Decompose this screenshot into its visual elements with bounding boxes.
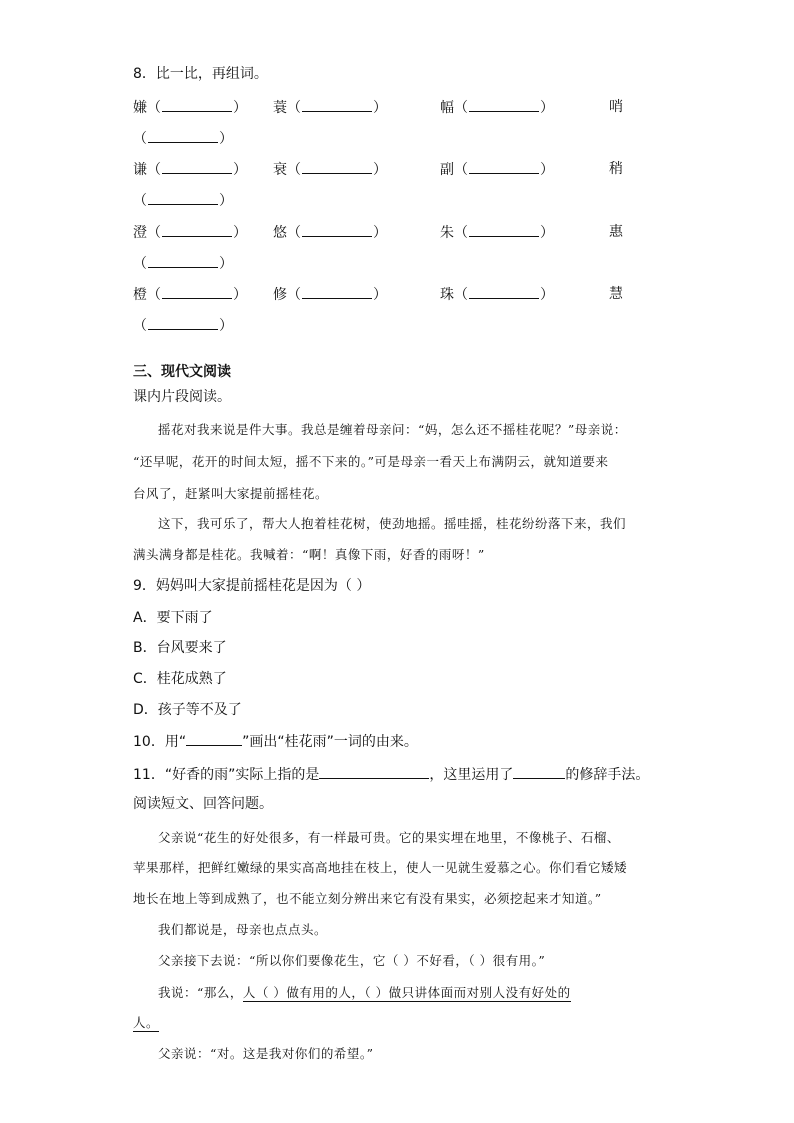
paren-close: ）: [373, 100, 387, 116]
word-char: 副: [440, 162, 454, 178]
word-char: 悠: [273, 225, 287, 241]
q8-title: 8．比一比，再组词。: [133, 66, 268, 82]
word-answer-blank[interactable]: [148, 190, 218, 205]
q10-answer-blank[interactable]: [186, 731, 242, 746]
word-char: 珠: [440, 287, 454, 303]
passage2-p4-prefix: 我说：“那么，: [158, 985, 243, 1000]
q10: [133, 731, 418, 752]
paren-close: ）: [540, 287, 554, 303]
word-item: [133, 97, 247, 118]
word-answer-blank[interactable]: [302, 159, 372, 174]
paren-close: ）: [373, 287, 387, 303]
q11-blank-1[interactable]: [319, 764, 429, 779]
word-item: [133, 159, 247, 180]
word-char: 衰: [273, 162, 287, 178]
paren-close: ）: [219, 193, 233, 209]
paren-close: ）: [233, 100, 247, 116]
q11: [133, 764, 649, 785]
word-char: 哨: [609, 99, 623, 115]
passage1-line: 台风了，赶紧叫大家提前摇桂花。: [133, 486, 329, 501]
paren-close: ）: [219, 256, 233, 272]
word-item-wrapped: [133, 190, 233, 211]
paren-close: ）: [373, 225, 387, 241]
word-answer-blank[interactable]: [148, 315, 218, 330]
passage2-underlined-sentence: 人（ ）做有用的人，（ ）做只讲体面而对别人没有好处的: [242, 985, 571, 1000]
word-char: 澄: [133, 225, 147, 241]
paren-open: （: [133, 318, 147, 334]
paren-open: （: [147, 225, 161, 241]
word-answer-blank[interactable]: [469, 159, 539, 174]
word-char: 谦: [133, 162, 147, 178]
paren-close: ）: [540, 100, 554, 116]
word-answer-blank[interactable]: [469, 222, 539, 237]
paren-close: ）: [233, 225, 247, 241]
passage2-p2: 我们都说是，母亲也点点头。: [158, 922, 328, 937]
word-answer-blank[interactable]: [162, 97, 232, 112]
q9-option-d[interactable]: D．孩子等不及了: [133, 702, 242, 718]
word-item-wrapped: [133, 315, 233, 336]
word-char: 朱: [440, 225, 454, 241]
word-answer-blank[interactable]: [302, 284, 372, 299]
q10-after: ”画出“桂花雨”一词的由来。: [242, 734, 418, 750]
q10-before: 10．用“: [133, 734, 187, 750]
passage2-p4: [158, 983, 571, 1003]
q11-part3: 的修辞手法。: [565, 767, 650, 783]
section-heading: 三、现代文阅读: [133, 364, 231, 380]
word-char: 幅: [440, 100, 454, 116]
word-char: 惠: [609, 224, 623, 240]
passage2-p3: 父亲接下去说：“所以你们要像花生，它（ ）不好看，（ ）很有用。”: [158, 953, 546, 968]
q11-part1: 11．“好香的雨”实际上指的是: [133, 767, 320, 783]
section-intro: 课内片段阅读。: [133, 389, 231, 405]
paren-close: ）: [219, 318, 233, 334]
paren-close: ）: [219, 131, 233, 147]
passage2-line: 苹果那样，把鲜红嫩绿的果实高高地挂在枝上，使人一见就生爱慕之心。你们看它矮矮: [133, 860, 628, 875]
word-item-wrapped: [133, 128, 233, 149]
word-char: 慧: [609, 286, 623, 302]
paren-open: （: [454, 225, 468, 241]
word-answer-blank[interactable]: [162, 159, 232, 174]
word-item: [440, 159, 554, 180]
word-answer-blank[interactable]: [302, 222, 372, 237]
word-answer-blank[interactable]: [148, 128, 218, 143]
word-item: [273, 284, 387, 305]
word-answer-blank[interactable]: [148, 253, 218, 268]
word-answer-blank[interactable]: [302, 97, 372, 112]
word-item-wrapped: [133, 253, 233, 274]
word-item: [440, 97, 554, 118]
paren-open: （: [454, 162, 468, 178]
paren-open: （: [133, 256, 147, 272]
reading-intro: 阅读短文、回答问题。: [133, 796, 273, 812]
word-item: [133, 222, 247, 243]
word-item: [133, 284, 247, 305]
passage1-line: 满头满身都是桂花。我喊着：“啊！真像下雨，好香的雨呀！”: [133, 547, 485, 562]
word-char: 嫌: [133, 100, 147, 116]
word-char: 稍: [609, 161, 623, 177]
paren-open: （: [133, 193, 147, 209]
paren-open: （: [147, 162, 161, 178]
passage1-line: “还早呢，花开的时间太短，摇不下来的。”可是母亲一看天上布满阴云，就知道要来: [133, 454, 609, 469]
q11-part2: ，这里运用了: [429, 767, 514, 783]
q9-option-a[interactable]: A．要下雨了: [133, 610, 213, 626]
q9-option-c[interactable]: C．桂花成熟了: [133, 671, 227, 687]
q9-stem: 9．妈妈叫大家提前摇桂花是因为（ ）: [133, 578, 371, 594]
word-answer-blank[interactable]: [162, 222, 232, 237]
paren-open: （: [147, 100, 161, 116]
paren-open: （: [133, 131, 147, 147]
word-char: 橙: [133, 287, 147, 303]
word-answer-blank[interactable]: [162, 284, 232, 299]
word-item: [273, 159, 387, 180]
q9-option-b[interactable]: B．台风要来了: [133, 640, 227, 656]
paren-close: ）: [233, 162, 247, 178]
paren-close: ）: [373, 162, 387, 178]
word-answer-blank[interactable]: [469, 97, 539, 112]
word-item: [440, 222, 554, 243]
word-item: [273, 222, 387, 243]
word-item: [609, 159, 623, 179]
paren-close: ）: [540, 162, 554, 178]
passage2-line: 父亲说“花生的好处很多，有一样最可贵。它的果实埋在地里，不像桃子、石榴、: [158, 830, 620, 845]
paren-open: （: [287, 287, 301, 303]
paren-open: （: [454, 287, 468, 303]
q11-blank-2[interactable]: [513, 764, 565, 779]
word-char: 蓑: [273, 100, 287, 116]
word-answer-blank[interactable]: [469, 284, 539, 299]
paren-open: （: [147, 287, 161, 303]
passage2-underlined-end: 人。: [133, 1015, 160, 1030]
word-item: [273, 97, 387, 118]
word-item: [440, 284, 554, 305]
paren-open: （: [287, 100, 301, 116]
word-item: [609, 97, 623, 117]
word-item: [609, 222, 623, 242]
paren-close: ）: [233, 287, 247, 303]
paren-close: ）: [540, 225, 554, 241]
word-char: 修: [273, 287, 287, 303]
paren-open: （: [287, 162, 301, 178]
passage2-p4-cont: [133, 1013, 159, 1033]
passage2-line: 地长在地上等到成熟了，也不能立刻分辨出来它有没有果实，必须挖起来才知道。”: [133, 891, 602, 906]
passage2-p5: 父亲说：“对。这是我对你们的希望。”: [158, 1046, 374, 1061]
word-item: [609, 284, 623, 304]
passage1-line: 摇花对我来说是件大事。我总是缠着母亲问：“妈，怎么还不摇桂花呢？”母亲说：: [158, 422, 627, 437]
paren-open: （: [287, 225, 301, 241]
passage1-line: 这下，我可乐了，帮大人抱着桂花树，使劲地摇。摇哇摇，桂花纷纷落下来，我们: [158, 516, 627, 531]
paren-open: （: [454, 100, 468, 116]
